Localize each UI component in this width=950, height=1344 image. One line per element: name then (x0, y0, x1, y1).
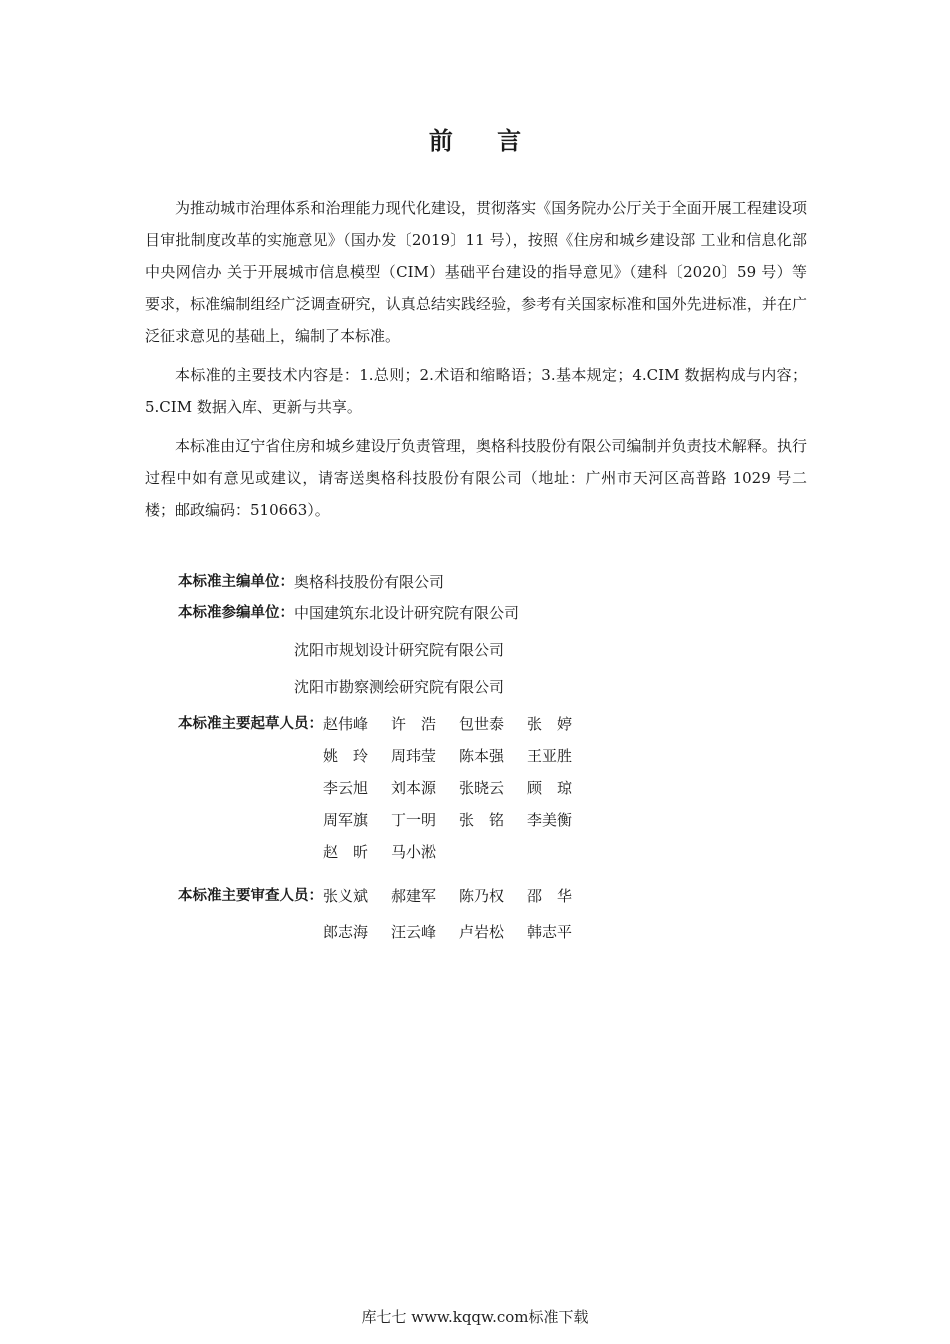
credits-section (178, 566, 778, 952)
reviewers-label: 本标准主要审查人员： (178, 888, 323, 904)
participating-units-label: 本标准参编单位： (178, 605, 294, 621)
paragraph-contents: 本标准的主要技术内容是：1.总则；2.术语和缩略语；3.基本规定；4.CIM 数据构成与内容；5.CIM 数据入库、更新与共享。 (145, 366, 807, 416)
drafter-name: 许 浩 (391, 715, 437, 733)
drafter-name: 马小淞 (391, 843, 437, 861)
participating-unit: 沈阳市勘察测绘研究院有限公司 (294, 678, 505, 696)
document-body (145, 192, 807, 526)
drafter-name: 李云旭 (323, 779, 369, 797)
paragraph-purpose: 为推动城市治理体系和治理能力现代化建设，贯彻落实《国务院办公厅关于全面开展工程建设项目审批制度改革的实施意见》（国办发〔2019〕11 号），按照《住房和城乡建设部 工业和信息化部 中央网信办 关于开展城市信息模型（CIM）基础平台建设的指导意见》（建科〔2020〕59 号）等要求，标准编制组经广泛调查研究，认真总结实践经验，参考有关国家标准和国外先进标准，并在广泛征求意见的基础上，编制了本标准。 (145, 199, 807, 345)
paragraph-management: 本标准由辽宁省住房和城乡建设厅负责管理，奥格科技股份有限公司编制并负责技术解释。执行过程中如有意见或建议，请寄送奥格科技股份有限公司（地址：广州市天河区高普路 1029 号二楼；邮政编码：510663）。 (145, 437, 807, 519)
reviewer-name: 陈乃权 (459, 887, 505, 905)
drafter-name: 李美衡 (527, 811, 573, 829)
footer-watermark: 库七七 www.kqqw.com标准下载 (361, 1308, 589, 1326)
reviewers-names (323, 880, 595, 952)
drafters-row (178, 708, 778, 868)
reviewer-name: 张义斌 (323, 887, 369, 905)
reviewers-row (178, 880, 778, 952)
participating-units-row (178, 595, 778, 706)
drafter-name: 赵 昕 (323, 843, 369, 861)
chief-unit-value: 奥格科技股份有限公司 (294, 573, 445, 591)
drafter-name: 张晓云 (459, 779, 505, 797)
drafter-name: 张 婷 (527, 715, 573, 733)
participating-unit: 沈阳市规划设计研究院有限公司 (294, 641, 505, 659)
drafter-name: 陈本强 (459, 747, 505, 765)
drafter-name: 顾 琼 (527, 779, 573, 797)
page-title: 前 言 (428, 127, 540, 155)
drafter-name: 张 铭 (459, 811, 505, 829)
reviewer-name: 郝建军 (391, 887, 437, 905)
drafters-names (323, 708, 595, 868)
drafter-name: 包世泰 (459, 715, 505, 733)
drafter-name: 周玮莹 (391, 747, 437, 765)
chief-unit-label: 本标准主编单位： (178, 574, 294, 590)
reviewer-name: 韩志平 (527, 923, 573, 941)
drafter-name: 刘本源 (391, 779, 437, 797)
drafter-name: 周军旗 (323, 811, 369, 829)
participating-unit: 中国建筑东北设计研究院有限公司 (294, 604, 520, 622)
drafter-name: 王亚胜 (527, 747, 573, 765)
reviewer-name: 郎志海 (323, 923, 369, 941)
reviewer-name: 汪云峰 (391, 923, 437, 941)
drafter-name: 姚 玲 (323, 747, 369, 765)
drafters-label: 本标准主要起草人员： (178, 716, 323, 732)
reviewer-name: 卢岩松 (459, 923, 505, 941)
chief-unit-row (178, 566, 778, 598)
drafter-name: 赵伟峰 (323, 715, 369, 733)
reviewer-name: 邵 华 (527, 887, 573, 905)
drafter-name: 丁一明 (391, 811, 437, 829)
